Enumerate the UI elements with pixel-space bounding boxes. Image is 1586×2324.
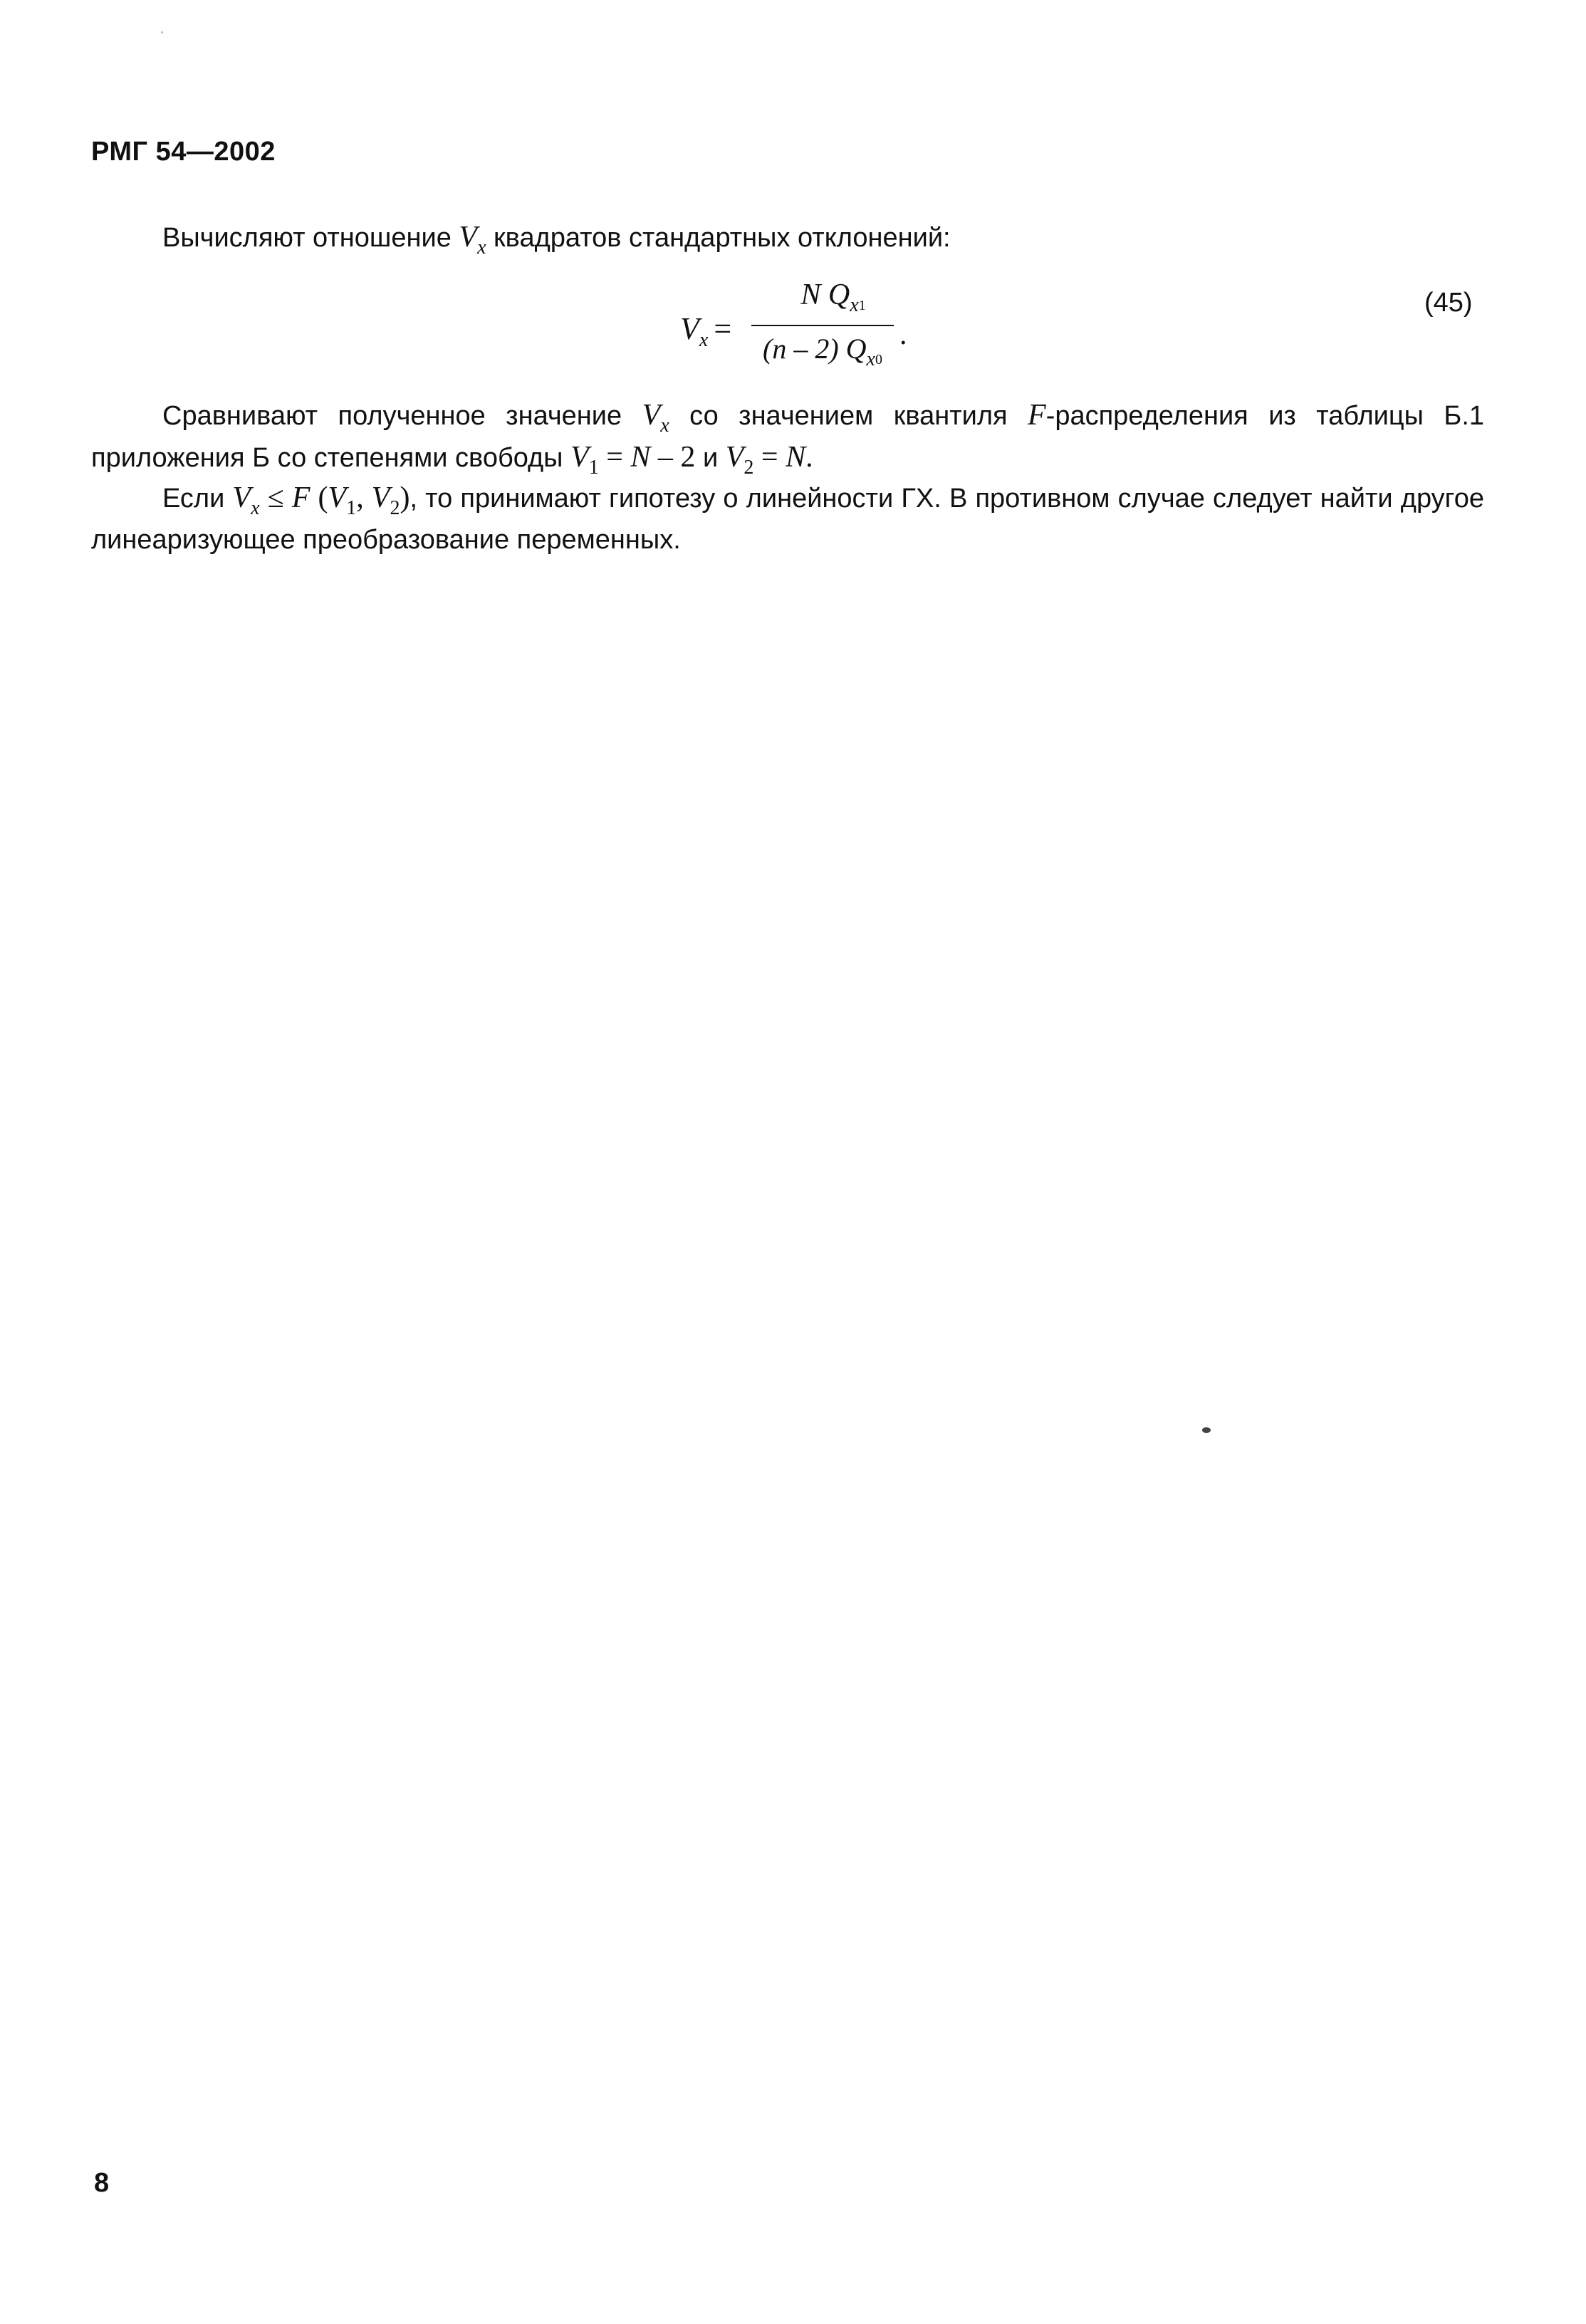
- math-subscript: x: [477, 236, 486, 259]
- math-var: V: [680, 311, 699, 346]
- math-var: V: [371, 481, 390, 514]
- math-var: N: [800, 278, 821, 311]
- paragraph-intro: [91, 217, 1484, 259]
- math-subscript: x: [251, 497, 260, 519]
- equals-sign: =: [714, 311, 732, 346]
- scan-speck: [161, 31, 163, 33]
- math-subscript: x: [866, 348, 875, 370]
- math-subscript: x: [660, 415, 669, 437]
- math-var: V: [459, 221, 478, 254]
- math-var: V: [232, 481, 251, 514]
- math-subsubscript: 0: [875, 352, 882, 368]
- math-subscript: 2: [390, 497, 400, 519]
- math-var: Q: [845, 333, 867, 365]
- paren-close: ): [400, 481, 410, 514]
- math-var: Q: [828, 278, 850, 311]
- document-code: РМГ 54—2002: [91, 137, 276, 167]
- math-expression: (n – 2): [763, 333, 839, 365]
- equals-sign: =: [598, 441, 631, 474]
- equals-sign: =: [753, 441, 786, 474]
- page-number: 8: [94, 2168, 110, 2198]
- text-fragment: Вычисляют отношение: [162, 223, 459, 253]
- text-fragment: и: [695, 443, 726, 473]
- math-var: V: [570, 441, 589, 474]
- math-subscript: 1: [588, 457, 599, 479]
- formula-numerator: [776, 278, 890, 316]
- math-subsubscript: 1: [858, 298, 866, 313]
- paren-open: (: [310, 481, 328, 514]
- comma: ,: [356, 481, 372, 514]
- scan-speck: [1202, 1427, 1211, 1433]
- paragraph-condition: [91, 477, 1484, 561]
- text-fragment: со значением квантиля: [669, 401, 1028, 431]
- math-expression: – 2: [650, 441, 696, 474]
- math-subscript: x: [699, 329, 709, 351]
- formula-period: .: [899, 318, 907, 351]
- math-var: F: [1028, 399, 1046, 432]
- formula-lhs: [680, 311, 732, 351]
- text-fragment: Если: [162, 484, 233, 514]
- period: .: [805, 441, 813, 474]
- less-equal-sign: ≤: [259, 481, 292, 514]
- text-fragment: , то принимают гипотезу о линейности ГХ. В противном случае следует найти другое линеаризующее преобразование переменных.: [91, 484, 1484, 555]
- math-var: N: [786, 441, 806, 474]
- math-var: V: [642, 399, 661, 432]
- paragraph-compare: [91, 395, 1484, 479]
- math-subscript: x: [850, 294, 859, 316]
- math-subscript: 1: [346, 497, 357, 519]
- text-fragment: -распределения из таблицы Б.1 приложения Б со степенями свободы: [91, 401, 1485, 473]
- math-var: F: [291, 481, 311, 514]
- formula-45: [680, 278, 908, 377]
- text-fragment: квадратов стандартных отклонений:: [486, 223, 951, 253]
- formula-denominator: [751, 332, 894, 370]
- fraction-bar: [751, 325, 894, 326]
- math-var: V: [725, 441, 744, 474]
- math-var: V: [328, 481, 347, 514]
- math-var: N: [630, 441, 651, 474]
- equation-number: (45): [1424, 288, 1473, 318]
- math-subscript: 2: [744, 457, 754, 479]
- text-fragment: Сравнивают полученное значение: [162, 401, 642, 431]
